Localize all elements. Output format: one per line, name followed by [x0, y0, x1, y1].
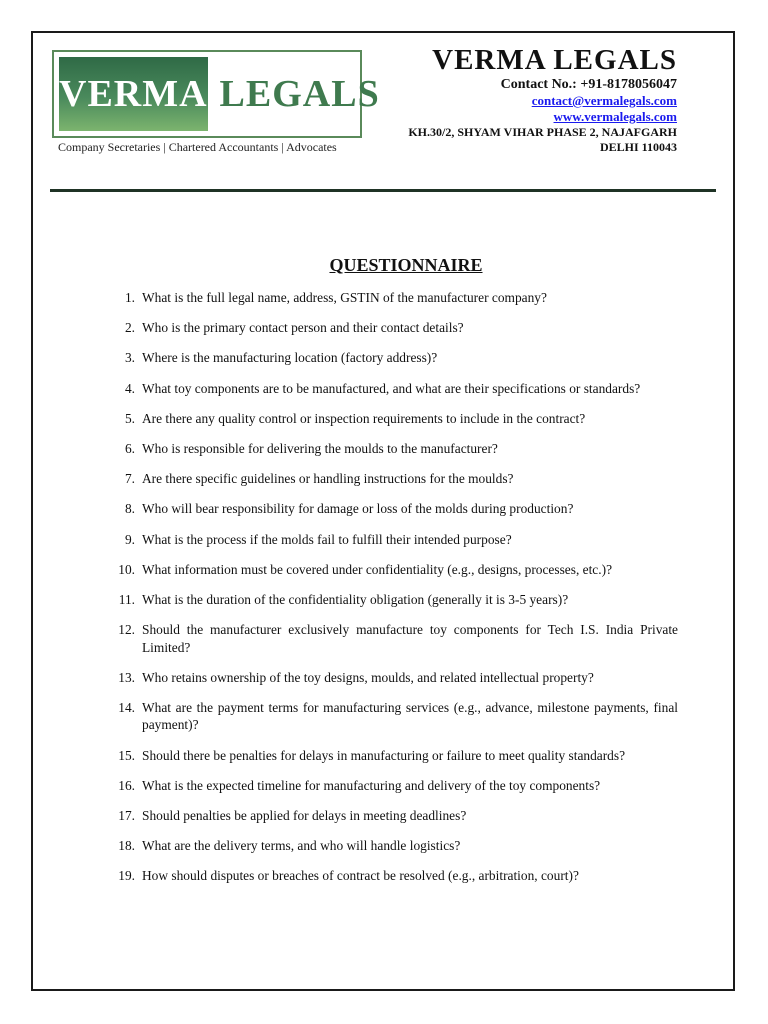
question-item — [108, 380, 678, 398]
contact-number: Contact No.: +91-8178056047 — [500, 77, 677, 92]
question-number: 10. — [118, 561, 135, 577]
question-text: What information must be covered under confidentiality (e.g., designs, processes, etc.)? — [142, 561, 613, 577]
question-text: Who will bear responsibility for damage or loss of the molds during production? — [142, 501, 574, 517]
question-text: Should the manufacturer exclusively manufacture toy components for Tech I.S. India Private Limited? — [142, 622, 678, 655]
logo-word-legals: LEGALS — [219, 73, 380, 115]
question-item — [108, 837, 678, 855]
question-item — [108, 500, 678, 518]
question-text: What is the expected timeline for manufacturing and delivery of the toy components? — [142, 777, 601, 793]
question-number: 6. — [124, 440, 135, 456]
question-number: 12. — [118, 622, 135, 638]
question-item — [108, 531, 678, 549]
question-text: Should penalties be applied for delays in meeting deadlines? — [142, 808, 467, 823]
question-item — [108, 669, 678, 687]
question-item — [108, 807, 678, 825]
logo-green-panel — [59, 57, 208, 131]
address-line-2: DELHI 110043 — [599, 140, 677, 154]
question-item — [108, 319, 678, 337]
email-link[interactable]: contact@vermalegals.com — [531, 93, 677, 108]
question-text: What is the duration of the confidentiality obligation (generally it is 3-5 years)? — [142, 591, 569, 607]
document-title: QUESTIONNAIRE — [329, 255, 483, 275]
question-text: What are the delivery terms, and who will handle logistics? — [142, 838, 461, 854]
question-number: 1. — [124, 290, 135, 305]
question-item — [108, 777, 678, 795]
question-text: Are there specific guidelines or handling instructions for the moulds? — [142, 471, 514, 487]
logo-tagline: Company Secretaries | Chartered Accountants | Advocates — [58, 140, 337, 154]
question-text: What is the process if the molds fail to fulfill their intended purpose? — [142, 531, 512, 547]
logo-word-verma: VERMA — [59, 73, 208, 115]
question-text: How should disputes or breaches of contract be resolved (e.g., arbitration, court)? — [142, 868, 579, 884]
question-text: What are the payment terms for manufacturing services (e.g., advance, milestone payments, final payment)? — [142, 699, 678, 733]
question-number: 13. — [118, 669, 135, 685]
question-item — [108, 867, 678, 885]
question-number: 4. — [124, 380, 135, 396]
question-item — [108, 591, 678, 609]
question-text: Are there any quality control or inspection requirements to include in the contract? — [142, 410, 586, 426]
question-item — [108, 410, 678, 428]
question-number: 8. — [124, 501, 135, 517]
company-logo — [52, 50, 380, 155]
question-item — [108, 440, 678, 458]
question-number: 7. — [124, 471, 135, 487]
header-divider — [50, 189, 716, 192]
question-number: 3. — [124, 350, 135, 366]
question-number: 9. — [124, 531, 135, 547]
firm-name: VERMA LEGALS — [432, 44, 677, 76]
question-text: Who retains ownership of the toy designs, moulds, and related intellectual property? — [142, 669, 594, 685]
question-list — [108, 289, 678, 898]
website-link[interactable]: www.vermalegals.com — [553, 109, 677, 124]
question-text: What is the full legal name, address, GSTIN of the manufacturer company? — [142, 290, 547, 305]
question-number: 14. — [118, 699, 135, 715]
address-line-1: KH.30/2, SHYAM VIHAR PHASE 2, NAJAFGARH — [408, 125, 677, 139]
question-item — [108, 621, 678, 656]
logo-box — [52, 50, 380, 138]
question-text: Who is the primary contact person and their contact details? — [142, 320, 464, 336]
question-item — [108, 747, 678, 765]
question-number: 16. — [118, 777, 135, 793]
question-number: 2. — [124, 320, 135, 336]
question-number: 15. — [118, 747, 135, 763]
question-text: Should there be penalties for delays in manufacturing or failure to meet quality standards? — [142, 747, 626, 763]
question-item — [108, 470, 678, 488]
question-number: 17. — [118, 808, 135, 823]
question-text: Who is responsible for delivering the moulds to the manufacturer? — [142, 440, 498, 456]
question-item — [108, 561, 678, 579]
question-number: 19. — [118, 868, 135, 884]
question-number: 11. — [118, 591, 135, 607]
letterhead-contact-block — [408, 44, 677, 155]
question-number: 18. — [118, 838, 135, 854]
question-item — [108, 289, 678, 307]
question-text: What toy components are to be manufactured, and what are their specifications or standards? — [142, 380, 641, 396]
question-item — [108, 699, 678, 734]
question-text: Where is the manufacturing location (factory address)? — [142, 350, 438, 366]
question-number: 5. — [124, 410, 135, 426]
question-item — [108, 349, 678, 367]
